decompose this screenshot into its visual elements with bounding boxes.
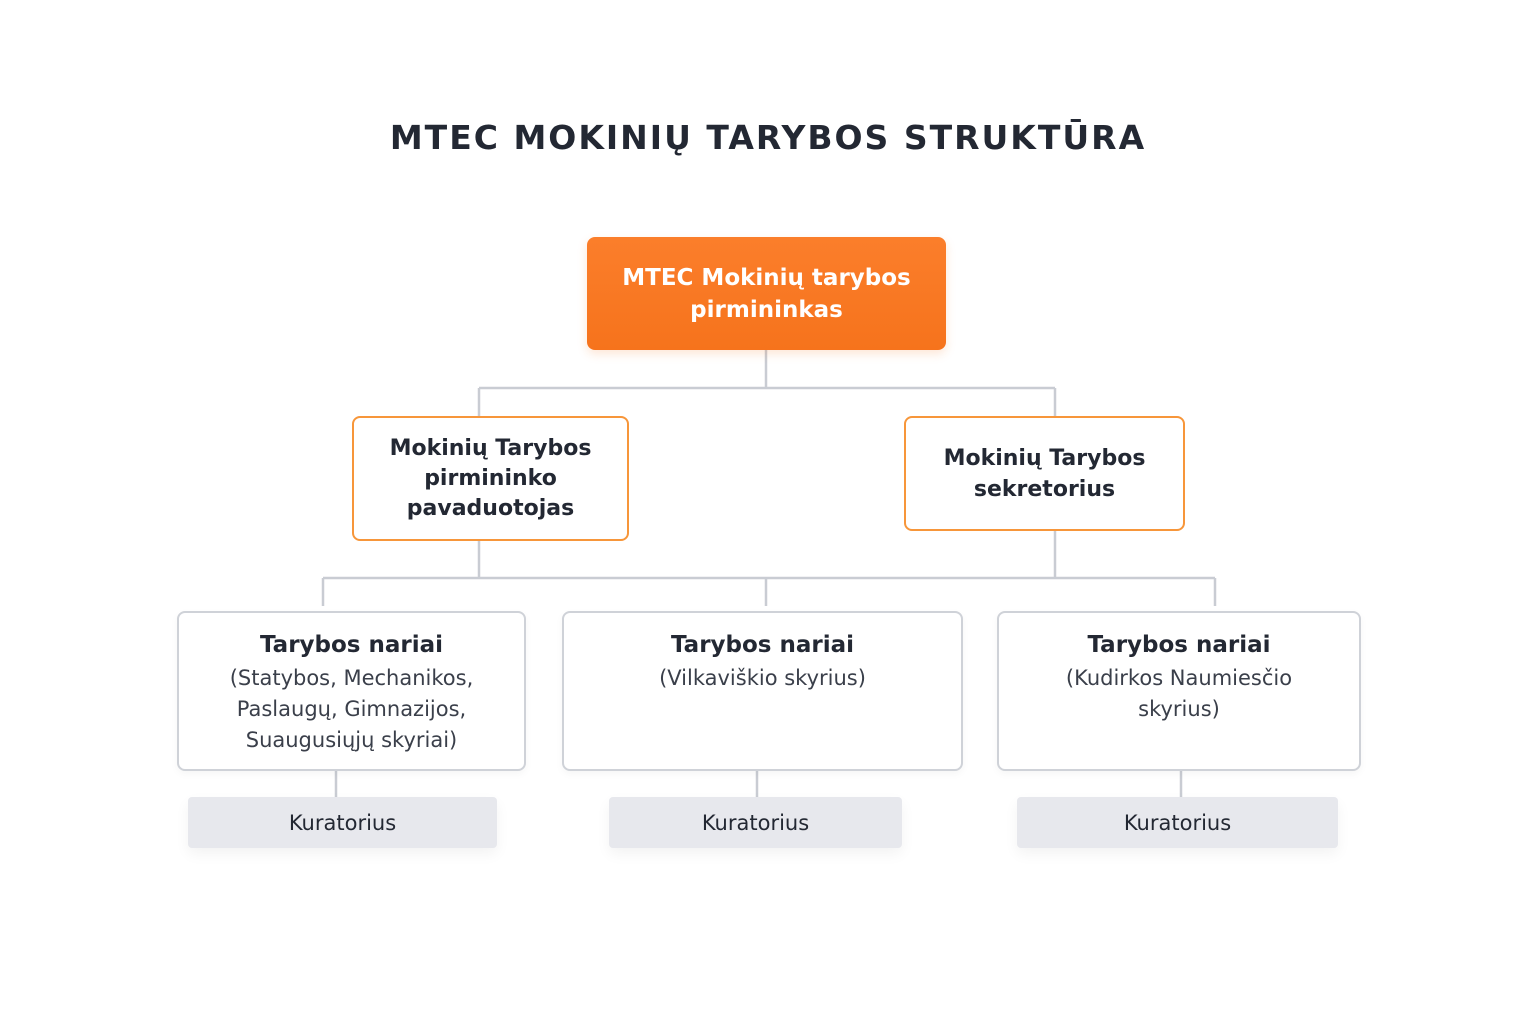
member-node-2 <box>562 611 963 771</box>
curator-node-2: Kuratorius <box>609 797 902 848</box>
chair-node <box>587 237 946 350</box>
member-3-title: Tarybos nariai <box>1087 632 1271 658</box>
member-node-3 <box>997 611 1361 771</box>
member-1-desc-line3: Suaugusiųjų skyriai) <box>245 728 458 752</box>
secretary-label-line1: Mokinių Tarybos <box>943 445 1146 471</box>
deputy-label-line1: Mokinių Tarybos <box>389 435 592 461</box>
deputy-label-line2: pirmininko <box>424 465 557 491</box>
member-node-1 <box>177 611 526 771</box>
chair-label-line1: MTEC Mokinių tarybos <box>622 264 911 291</box>
deputy-label-line3: pavaduotojas <box>406 495 575 521</box>
member-1-desc-line1: (Statybos, Mechanikos, <box>229 666 474 690</box>
member-2-title: Tarybos nariai <box>670 632 855 658</box>
member-1-title: Tarybos nariai <box>259 632 444 658</box>
chair-label-line2: pirmininkas <box>690 296 843 323</box>
deputy-node <box>352 416 629 541</box>
member-2-desc-line1: (Vilkaviškio skyrius) <box>659 666 866 690</box>
page-title: MTEC MOKINIŲ TARYBOS STRUKTŪRA <box>389 118 1147 157</box>
member-3-desc-line2: skyrius) <box>1138 697 1220 721</box>
secretary-label-line2: sekretorius <box>973 476 1116 502</box>
curator-node-3: Kuratorius <box>1017 797 1338 848</box>
secretary-node <box>904 416 1185 531</box>
member-3-desc-line1: (Kudirkos Naumiesčio <box>1065 666 1293 690</box>
member-1-desc-line2: Paslaugų, Gimnazijos, <box>236 697 467 721</box>
curator-node-1: Kuratorius <box>188 797 497 848</box>
